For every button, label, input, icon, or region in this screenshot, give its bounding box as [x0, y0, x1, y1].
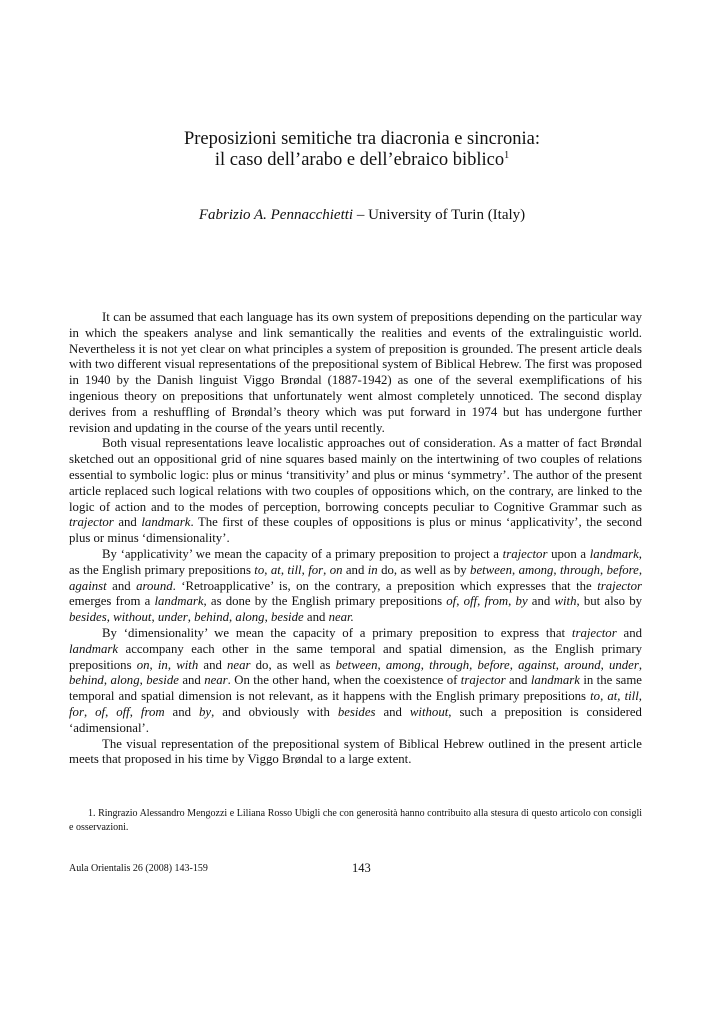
- text-run: emerges from a: [69, 594, 155, 609]
- italic-term: against: [518, 657, 556, 672]
- italic-term: off: [463, 594, 478, 609]
- italic-term: besides: [337, 704, 376, 719]
- italic-term: near: [204, 673, 228, 688]
- text-run: and: [198, 657, 228, 672]
- italic-term: under: [608, 657, 639, 672]
- text-run: and: [505, 673, 531, 688]
- text-run: , and obviously with: [211, 704, 338, 719]
- text-run: . ‘Retroapplicative’ is, on the contrary, a preposition which expresses that the: [172, 578, 598, 593]
- body-paragraph: [69, 737, 642, 769]
- title-line-2: [0, 150, 724, 171]
- italic-term: from: [140, 704, 165, 719]
- text-run: ,: [229, 610, 236, 625]
- text-run: ,: [83, 704, 96, 719]
- italic-term: with: [554, 594, 577, 609]
- text-run: and: [178, 673, 205, 688]
- text-run: ,: [129, 704, 141, 719]
- italic-term: of: [95, 704, 106, 719]
- text-run: ,: [264, 562, 271, 577]
- text-run: ,: [377, 657, 386, 672]
- italic-term: with: [176, 657, 199, 672]
- italic-term: landmark: [154, 594, 204, 609]
- italic-term: trajector: [597, 578, 642, 593]
- text-run: ,: [508, 594, 516, 609]
- text-run: ,: [617, 689, 625, 704]
- text-run: ,: [511, 562, 519, 577]
- text-run: accompany each other in the same temporal and spatial dimension, as the English primary prepositions: [69, 641, 642, 672]
- text-run: ,: [638, 562, 643, 577]
- italic-term: at: [607, 689, 618, 704]
- italic-term: by: [198, 704, 212, 719]
- text-run: ,: [477, 594, 485, 609]
- italic-term: trajector: [460, 673, 506, 688]
- text-run: and: [342, 562, 368, 577]
- italic-term: between: [335, 657, 378, 672]
- text-run: ,: [555, 657, 565, 672]
- italic-term: till: [624, 689, 639, 704]
- italic-term: under: [157, 610, 188, 625]
- italic-term: along: [235, 610, 265, 625]
- footnote: [69, 807, 642, 835]
- text-run: ,: [323, 562, 330, 577]
- text-run: ,: [264, 610, 271, 625]
- text-run: do, as well as by: [377, 562, 471, 577]
- text-run: ,: [151, 610, 158, 625]
- italic-term: to: [254, 562, 265, 577]
- italic-term: along: [110, 673, 140, 688]
- journal-citation: Aula Orientalis 26 (2008) 143-159: [69, 863, 208, 874]
- text-run: By ‘applicativity’ we mean the capacity of a primary preposition to project a: [102, 546, 503, 561]
- italic-term: landmark: [141, 515, 191, 530]
- italic-term: among: [385, 657, 421, 672]
- italic-term: trajector: [502, 546, 548, 561]
- text-run: and: [375, 704, 410, 719]
- italic-term: for: [308, 562, 324, 577]
- text-run: ,: [105, 704, 117, 719]
- body-paragraph: [69, 626, 642, 737]
- text-run: ,: [553, 562, 560, 577]
- text-run: ,: [638, 657, 643, 672]
- text-run: ,: [469, 657, 478, 672]
- footnote-text: 1. Ringrazio Alessandro Mengozzi e Liliana Rosso Ubigli che con generosità hanno contribuito alla stesura di questo articolo con consigli e osservazioni.: [69, 808, 642, 833]
- italic-term: behind: [69, 673, 104, 688]
- italic-term: trajector: [571, 625, 617, 640]
- italic-term: near: [227, 657, 251, 672]
- text-run: and: [303, 610, 329, 625]
- body-paragraph: [69, 547, 642, 626]
- italic-term: behind: [194, 610, 230, 625]
- italic-term: on: [329, 562, 343, 577]
- italic-term: off: [116, 704, 130, 719]
- text-run: ,: [456, 594, 464, 609]
- text-run: and: [106, 578, 137, 593]
- text-run: It can be assumed that each language has its own system of prepositions depending on the particular way in which the speakers analyse and link semantically the realities and events of the extralinguistic world. Nevertheless it is not yet clear on what principles a system of preposition is grounded. The present article deals with two different visual representations of the prepositional system of Biblical Hebrew. The first was proposed in 1940 by the Danish linguist Viggo Brøndal (1887-1942) as one of the several exemplifications of his ingenious theory on prepositions that unfortunately went almost completely unnoticed. The second display derives from a reshuffling of Brøndal’s theory which was put forward in 1974 but has undergone further revision and updating in the course of the years until recently.: [69, 310, 642, 435]
- text-run: ,: [420, 657, 430, 672]
- text-run: ,: [509, 657, 519, 672]
- text-run: ,: [106, 610, 114, 625]
- italic-term: besides: [69, 610, 107, 625]
- text-run: ,: [149, 657, 158, 672]
- text-run: ,: [301, 562, 309, 577]
- italic-term: from: [484, 594, 509, 609]
- italic-term: for: [69, 704, 84, 719]
- text-run: and: [164, 704, 199, 719]
- italic-term: beside: [270, 610, 304, 625]
- text-run: ,: [600, 562, 607, 577]
- italic-term: without: [409, 704, 449, 719]
- text-run: ,: [600, 657, 609, 672]
- text-run: and: [527, 594, 555, 609]
- italic-term: in: [367, 562, 378, 577]
- italic-term: landmark: [589, 546, 639, 561]
- italic-term: to: [590, 689, 601, 704]
- italic-term: without: [113, 610, 152, 625]
- text-run: and: [113, 515, 142, 530]
- title-line-1: Preposizioni semitiche tra diacronia e sincronia:: [183, 129, 540, 149]
- author-name: Fabrizio A. Pennacchietti: [198, 207, 354, 223]
- italic-term: through: [429, 657, 470, 672]
- text-run: ,: [187, 610, 195, 625]
- italic-term: trajector: [69, 515, 114, 530]
- body-paragraph: [69, 436, 642, 547]
- italic-term: through: [559, 562, 601, 577]
- italic-term: landmark: [530, 673, 580, 688]
- text-run: and: [616, 625, 642, 640]
- italic-term: at: [270, 562, 281, 577]
- text-run: , but also by: [576, 594, 642, 609]
- title-footnote-marker: 1: [504, 149, 510, 161]
- paper-title: [0, 129, 724, 171]
- italic-term: around: [136, 578, 173, 593]
- text-run: By ‘dimensionality’ we mean the capacity of a primary preposition to express that: [102, 625, 572, 640]
- italic-term: before: [477, 657, 510, 672]
- italic-term: against: [69, 578, 107, 593]
- italic-term: landmark: [69, 641, 119, 656]
- abstract: [69, 310, 642, 768]
- italic-term: till: [287, 562, 302, 577]
- text-run: ,: [638, 689, 642, 704]
- italic-term: by: [515, 594, 528, 609]
- italic-term: around: [564, 657, 601, 672]
- author-affiliation: – University of Turin (Italy): [353, 207, 526, 223]
- page-number: 143: [352, 861, 371, 875]
- text-run: , such a preposition is considered ‘adimensional’.: [69, 704, 642, 735]
- text-run: ,: [280, 562, 288, 577]
- italic-term: among: [518, 562, 554, 577]
- text-run: , as the English primary prepositions: [69, 546, 642, 577]
- author-line: [0, 207, 724, 224]
- text-run: . On the other hand, when the coexistence of: [227, 673, 461, 688]
- title-line-2-text: il caso dell’arabo e dell’ebraico biblico: [214, 150, 505, 170]
- text-run: Both visual representations leave localistic approaches out of consideration. As a matter of fact Brøndal sketched out an oppositional grid of nine squares based mainly on the intertwining of two couples of relations essential to symbolic logic: plus or minus ‘transitivity’ and plus or minus ‘symmetry’. The author of the present article replaced such logical relations with two couples of oppositions which, on the contrary, are linked to the logic of action and to the modes of perception, borrowing concepts peculiar to Cognitive Grammar such as: [69, 436, 642, 514]
- text-run: , as done by the English primary prepositions: [203, 594, 447, 609]
- italic-term: between: [470, 562, 512, 577]
- text-run: . The first of these couples of oppositions is plus or minus ‘applicativity’, the second plus or minus ‘dimensionality’.: [69, 515, 642, 546]
- italic-term: before: [606, 562, 639, 577]
- body-paragraph: [69, 310, 642, 436]
- text-run: The visual representation of the prepositional system of Biblical Hebrew outlined in the present article meets that proposed in his time by Viggo Brøndal to a large extent.: [69, 736, 642, 767]
- italic-term: beside: [146, 673, 179, 688]
- text-run: in the same temporal and spatial dimension is not relevant, as it happens with the English primary prepositions: [69, 673, 642, 704]
- italic-term: on: [136, 657, 150, 672]
- text-run: do, as well as: [250, 657, 336, 672]
- text-run: upon a: [547, 546, 590, 561]
- text-run: ,: [167, 657, 177, 672]
- italic-term: in: [157, 657, 168, 672]
- italic-term: near.: [328, 610, 354, 625]
- text-run: ,: [600, 689, 608, 704]
- italic-term: of: [446, 594, 457, 609]
- text-run: ,: [103, 673, 111, 688]
- text-run: ,: [139, 673, 147, 688]
